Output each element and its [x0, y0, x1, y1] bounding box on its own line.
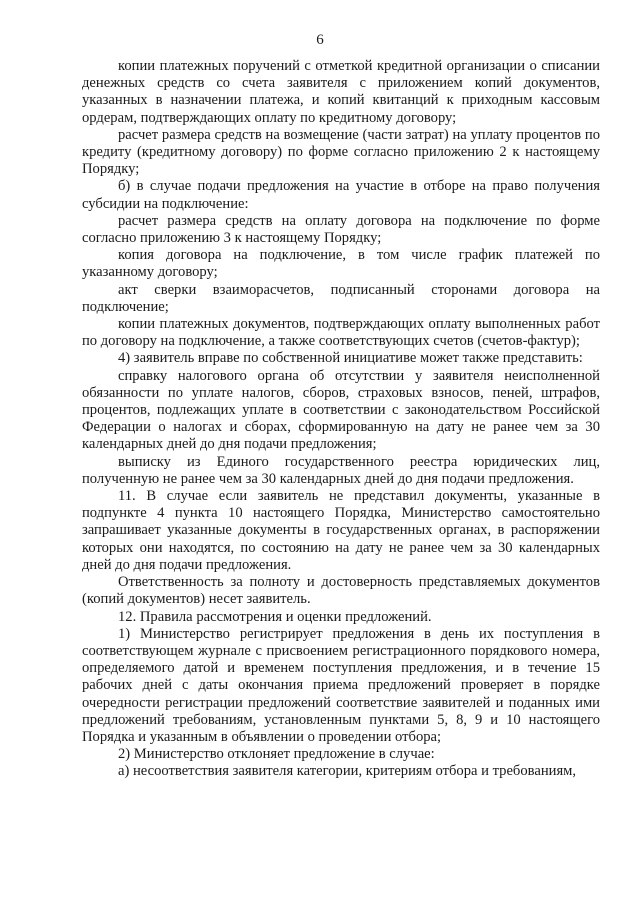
- paragraph: копии платежных документов, подтверждающих оплату выполненных работ по договору на подключение, а также соответствующих счетов (счетов-фактур);: [82, 316, 600, 350]
- paragraph: а) несоответствия заявителя категории, критериям отбора и требованиям,: [118, 763, 577, 780]
- paragraph: 1) Министерство регистрирует предложения в день их поступления в соответствующем журнале с присвоением регистрационного порядкового номера, определяемого датой и временем поступления предложения, и в течение 15 рабочих дней с даты окончания приема предложений проверяет в порядке очередности регистрации предложений соответствие заявителей и поданных ими предложений требованиям, установленным пунктами 5, 8, 9 и 10 настоящего Порядка и указанным в объявлении о проведении отбора;: [82, 625, 600, 745]
- paragraph: копия договора на подключение, в том числе график платежей по указанному договору;: [82, 247, 600, 281]
- paragraph: 4) заявитель вправе по собственной инициативе может также представить:: [118, 350, 583, 367]
- page-number: 6: [316, 32, 324, 48]
- paragraph: 11. В случае если заявитель не представил документы, указанные в подпункте 4 пункта 10 настоящего Порядка, Министерство самостоятельно запрашивает указанные документы в государственных органах, в распоряжении которых они находятся, по состоянию на дату не ранее чем за 30 календарных дней до дня подачи предложения.: [82, 488, 600, 573]
- paragraph: выписку из Единого государственного реестра юридических лиц, полученную не ранее чем за 30 календарных дней до дня подачи предложения.: [82, 453, 600, 487]
- paragraph: расчет размера средств на возмещение (части затрат) на уплату процентов по кредиту (кредитному договору) по форме согласно приложению 2 к настоящему Порядку;: [82, 126, 600, 178]
- paragraph: 2) Министерство отклоняет предложение в случае:: [118, 746, 435, 763]
- paragraph: Ответственность за полноту и достоверность представляемых документов (копий документов) несет заявитель.: [82, 574, 600, 608]
- paragraph: справку налогового органа об отсутствии у заявителя неисполненной обязанности по уплате налогов, сборов, страховых взносов, пеней, штрафов, процентов, подлежащих уплате в соответствии с законодательством Российской Федерации о налогах и сборах, сформированную на дату не ранее чем за 30 календарных дней до дня подачи предложения;: [82, 367, 600, 453]
- paragraph: акт сверки взаиморасчетов, подписанный сторонами договора на подключение;: [82, 281, 600, 315]
- paragraph: 12. Правила рассмотрения и оценки предложений.: [118, 608, 432, 625]
- document-body: [82, 58, 600, 781]
- paragraph: копии платежных поручений с отметкой кредитной организации о списании денежных средств со счета заявителя с приложением копий документов, указанных в назначении платежа, и копий квитанций к приходным кассовым ордерам, подтверждающих оплату по кредитному договору;: [82, 58, 600, 126]
- paragraph: б) в случае подачи предложения на участие в отборе на право получения субсидии на подключение:: [82, 178, 600, 212]
- paragraph: расчет размера средств на оплату договора на подключение по форме согласно приложению 3 к настоящему Порядку;: [82, 212, 600, 247]
